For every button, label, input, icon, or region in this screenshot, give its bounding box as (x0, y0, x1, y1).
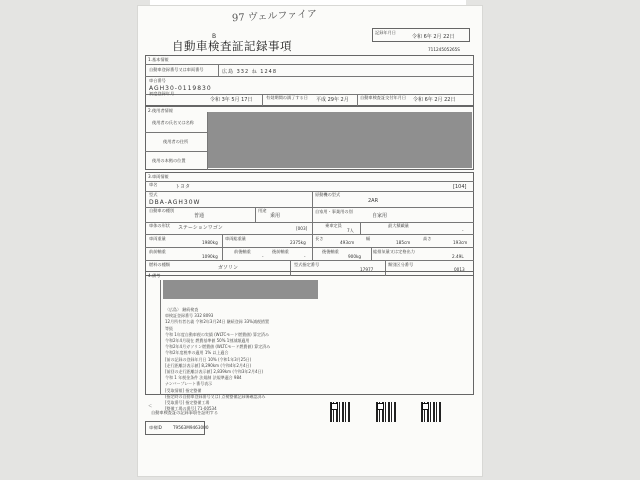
front-rear-axle-value: - (262, 254, 264, 259)
vehicle-section-title: 3.車両情報 (148, 174, 169, 179)
divider (145, 132, 207, 133)
divider (262, 94, 263, 106)
divider (160, 280, 161, 395)
reg-number-label: 自動車登録番号又は車両番号 (149, 67, 204, 72)
model-value: DBA-AGH30W (149, 199, 201, 206)
handwritten-note: 97 ヴェルファイア (231, 8, 318, 25)
base-location-label: 使用の本拠の位置 (152, 158, 186, 163)
redacted-remarks-top (163, 280, 318, 299)
expiry-label: 有効期間の満了する日 (266, 95, 308, 100)
rear-axle-value: 900kg (348, 254, 362, 259)
max-load-value: - (462, 228, 464, 233)
divider (218, 64, 219, 76)
remarks-line: 令和 1 年税金条件 法規制 法規準適合 984 (165, 375, 242, 381)
chassis-number-label: 車台番号 (149, 78, 166, 83)
own-label: 自家用・事業用の別 (315, 209, 353, 214)
remarks-line: 令和 1年度自動車税の実績 (WLTCモード燃費値) 算定済み (165, 331, 269, 337)
front-axle-value: 1090kg (202, 254, 218, 259)
reg-number-value: 広島 332 ね 1248 (222, 69, 278, 75)
body-code: [003] (296, 226, 308, 231)
remarks-line: [前の記録の登録年月日 10% (令和1年3月25日) (165, 356, 252, 362)
remarks-line: 令和2年4月現在 燃費基準値 50% 1割減額適用 (165, 338, 250, 344)
divider (145, 247, 474, 248)
footer-label: ＜ (148, 403, 153, 408)
remarks-section-title: 4.備考 (148, 273, 161, 278)
own-value: 自家用 (372, 213, 388, 219)
height-value: 193cm (453, 240, 468, 245)
weight-value: 1980kg (202, 240, 218, 245)
remarks-line: 令和2年度税率の適用 1% 以上適合 (165, 350, 229, 356)
first-reg-label: 初度登録年月 (149, 91, 175, 96)
type-no-label: 型式指定番号 (294, 262, 320, 267)
length-label: 長さ (315, 236, 324, 241)
width-value: 185cm (396, 240, 411, 245)
kind-value: 普通 (194, 213, 205, 219)
engine-value: 2AR (368, 198, 379, 204)
footer-notice: 自動車検査証の記録事項を証明する (151, 410, 219, 415)
divider (255, 207, 256, 222)
remarks-line: 車検証登録番号 332 8093 (165, 313, 214, 319)
basic-section-title: 1.基本情報 (148, 57, 169, 62)
remarks-line: [走行距離計表示値] 8,290km (令和4年2月4日) (165, 362, 252, 368)
rear-front-axle-value: - (304, 254, 306, 259)
remarks-line: 令和2年4月ガソリン燃費値 (WLTCモード燃費値) 算定済み (165, 344, 271, 350)
use-label: 用途 (258, 208, 267, 213)
capacity-label: 乗車定員 (325, 223, 342, 228)
qr-code-2 (376, 402, 396, 422)
divider (145, 76, 474, 77)
front-rear-axle-label: 前後軸重 (234, 249, 251, 254)
qr-code-1 (330, 402, 350, 422)
header-mark: B (212, 33, 217, 40)
divider (312, 207, 313, 222)
gross-value: 2375kg (290, 240, 306, 245)
record-date-value: 令和 6年 2月 22日 (412, 34, 455, 40)
use-value: 乗用 (270, 213, 281, 219)
remarks-line: (指定時の自動車登録番号又は) 点検整備記録簿確認済み (165, 393, 266, 399)
fuel-value: ガソリン (218, 265, 239, 271)
qr-code-3 (421, 402, 441, 422)
remarks-line: 等級 (165, 325, 173, 331)
remarks-line: [整備工場の番号] 71-00534 (165, 406, 217, 412)
rear-front-axle-label: 後前軸重 (272, 249, 289, 254)
remarks-line: ナンバープレート番号表示 (165, 381, 213, 387)
divider (145, 234, 474, 235)
make-value: トヨタ (175, 184, 191, 190)
vehicle-id-value: T9563M9463000 (173, 425, 209, 430)
capacity-value: 7人 (347, 228, 354, 233)
grant-date-label: 自動車検査証交付年月日 (360, 95, 407, 100)
user-address-label: 使用者の住所 (163, 139, 189, 144)
type-no-value: 17977 (360, 267, 374, 272)
divider (312, 191, 313, 207)
divider (360, 222, 361, 234)
page-title: 自動車検査証記録事項 (172, 39, 292, 53)
max-load-label: 最大積載量 (388, 223, 409, 228)
front-axle-label: 前前軸重 (149, 249, 166, 254)
grant-date-value: 令和 6年 2月 22日 (413, 97, 456, 103)
redacted-user-info (208, 112, 472, 168)
kind-label: 自動車の種別 (149, 208, 175, 213)
divider (145, 222, 474, 223)
user-name-label: 使用者の氏名又は名称 (152, 120, 194, 125)
serial-number: 71124505265S (428, 47, 460, 52)
width-label: 幅 (366, 236, 371, 241)
displacement-label: 総排気量又は定格出力 (373, 249, 415, 254)
divider (145, 191, 474, 192)
remarks-line: [前回の走行距離計表示値] 2,839km (令和3年2月4日) (165, 369, 264, 375)
rear-axle-label: 後後軸重 (322, 249, 339, 254)
length-value: 493cm (340, 240, 355, 245)
first-reg-value: 令和 3年 5月 17日 (210, 97, 253, 103)
class-no-label: 類別区分番号 (388, 262, 414, 267)
make-label: 車名 (149, 182, 158, 187)
divider (371, 247, 372, 260)
gross-label: 車両総重量 (225, 236, 246, 241)
remarks-line: [受取情報] 指定整備 (165, 387, 202, 393)
class-no-value: 0013 (454, 267, 465, 272)
weight-label: 車両重量 (149, 236, 166, 241)
chassis-number-value: AGH30-0119830 (149, 85, 212, 92)
remarks-line: 12月所有者名義 令和2年3月24日 継続登録 33%減税措置 (165, 319, 269, 325)
expiry-value: 平成 29年 2月 (316, 97, 349, 103)
model-label: 型式 (149, 192, 158, 197)
record-date-label: 記録年月日 (375, 30, 396, 35)
divider (357, 94, 358, 106)
divider (145, 181, 474, 182)
divider (145, 260, 474, 261)
remarks-line: [受取番号] 指定整備工場 (165, 400, 210, 406)
fuel-label: 燃料の種類 (149, 262, 170, 267)
divider (145, 64, 474, 65)
remarks-line: 〈広島〉 継続検査 (165, 307, 199, 312)
engine-label: 原動機の型式 (315, 192, 341, 197)
divider (145, 207, 474, 208)
height-label: 高さ (423, 236, 432, 241)
make-code: [104] (453, 184, 467, 190)
displacement-value: 2.49L (452, 254, 464, 259)
body-label: 車体の形状 (149, 223, 170, 228)
body-value: ステーションワゴン (178, 225, 223, 231)
vehicle-id-label: 車検ID (149, 425, 162, 430)
user-section-title: 2.使用者情報 (148, 108, 173, 113)
divider (312, 222, 313, 234)
remarks-lines (165, 307, 325, 412)
divider (145, 151, 207, 152)
